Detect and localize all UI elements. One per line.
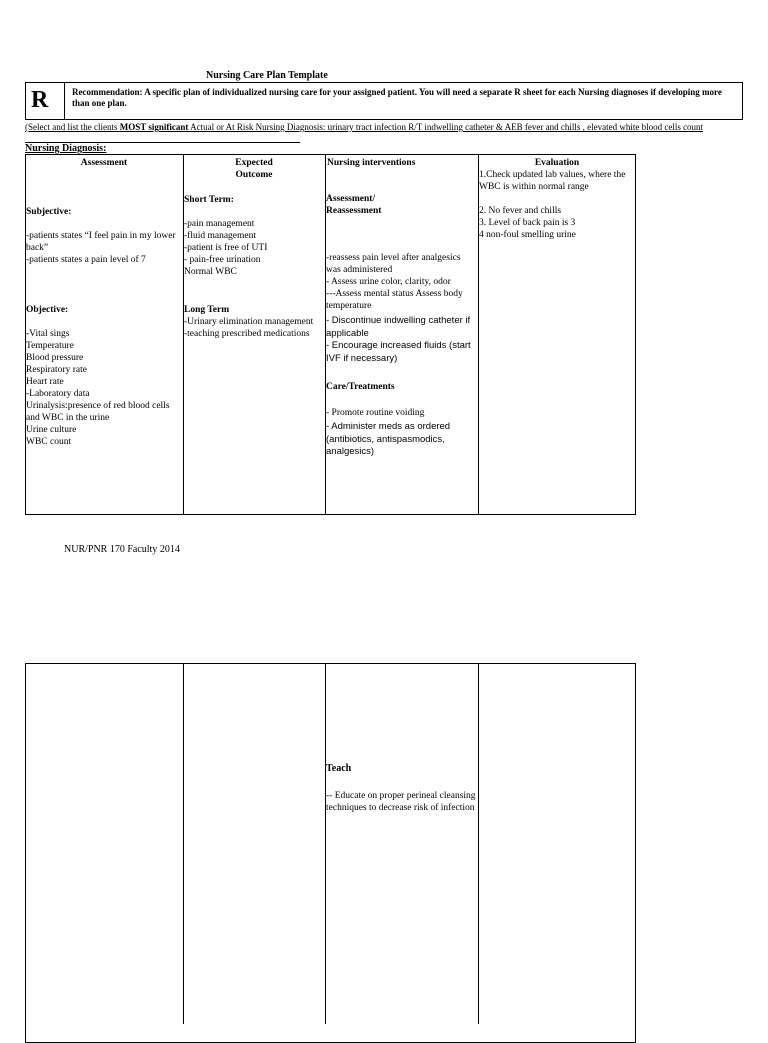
header-evaluation: Evaluation — [534, 158, 580, 168]
care-text-2: - Administer meds as ordered (antibiotics, antispasmodics, analgesics) — [326, 421, 451, 457]
evaluation-text: 1.Check updated lab values, where the WBC is within normal range 2. No fever and chills 3. Level of back pain is 3 4 non-foul smelling urine — [479, 170, 626, 240]
long-term-text: -Urinary elimination management -teaching prescribed medications — [184, 317, 314, 339]
footer-text: NUR/PNR 170 Faculty 2014 — [64, 544, 180, 555]
nursing-diagnosis-label: Nursing Diagnosis: — [25, 143, 107, 154]
reassessment-text: -reassess pain level after analgesics was administered - Assess urine color, clarity, odor ---Assess mental status Assess body temperature — [326, 253, 463, 311]
subjective-label: Subjective: — [26, 207, 72, 217]
care-plan-table-page2 — [25, 663, 636, 1043]
care-treatments-label: Care/Treatments — [326, 382, 395, 392]
header-expected-outcome: Expected Outcome — [235, 158, 273, 180]
long-term-label: Long Term — [184, 305, 230, 315]
header-assessment: Assessment — [80, 158, 128, 168]
short-term-text: -pain management -fluid management -patient is free of UTI - pain-free urination Normal WBC — [184, 219, 268, 277]
page-title: Nursing Care Plan Template — [206, 70, 328, 81]
teach-label: Teach — [326, 763, 352, 774]
care-text: - Promote routine voiding — [326, 408, 425, 418]
header-nursing-interventions: Nursing interventions — [327, 158, 416, 168]
teach-text: -- Educate on proper perineal cleansing techniques to decrease risk of infection — [326, 791, 476, 813]
reassessment-label: Assessment/ Reassessment — [326, 194, 382, 216]
subjective-text: -patients states “I feel pain in my lower back” -patients states a pain level of 7 — [26, 231, 176, 265]
short-term-label: Short Term: — [184, 195, 234, 205]
objective-text: -Vital sings Temperature Blood pressure Respiratory rate Heart rate -Laboratory data Urinalysis:presence of red blood cells and WBC in the urine Urine culture WBC count — [26, 329, 170, 447]
diagnosis-instruction: (Select and list the clients MOST significant Actual or At Risk Nursing Diagnosis: urinary tract infection R/T indwelling catheter & AEB fever and chills , elevated white blood cells count — [25, 122, 704, 132]
reassessment-text-2: - Discontinue indwelling catheter if applicable - Encourage increased fluids (start IVF if necessary) — [326, 315, 471, 364]
recommendation-text: Recommendation: A specific plan of individualized nursing care for your assigned patient. You will need a separate R sheet for each Nursing diagnoses if developing more than one plan. — [72, 87, 722, 108]
objective-label: Objective: — [26, 305, 69, 315]
r-letter: R — [31, 87, 49, 113]
